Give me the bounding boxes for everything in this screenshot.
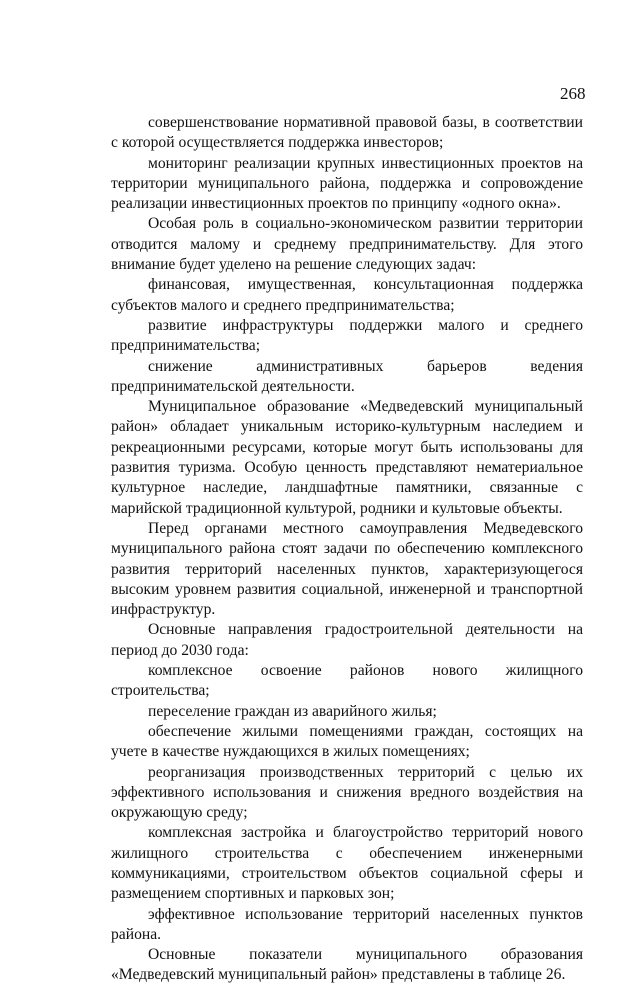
paragraph-8: Перед органами местного самоуправления Медведевского муниципального района стоят задачи по обеспечению комплексного развития территорий населенных пунктов, характеризующегося высоким уровнем развития социальной, инженерной и транспортной инфраструктур.	[111, 519, 583, 619]
body-text	[111, 113, 583, 986]
paragraph-3: Особая роль в социально-экономическом развитии территории отводится малому и среднему предпринимательству. Для этого внимание будет уделено на решение следующих задач:	[111, 215, 583, 274]
page-number: 268	[560, 84, 586, 103]
paragraph-16: Основные показатели муниципального образования «Медведевский муниципальный район» представлены в таблице 26.	[111, 946, 583, 984]
paragraph-2: мониторинг реализации крупных инвестиционных проектов на территории муниципального района, поддержка и сопровождение реализации инвестиционных проектов по принципу «одного окна».	[111, 154, 583, 213]
paragraph-14: комплексная застройка и благоустройство территорий нового жилищного строительства с обеспечением инженерными коммуникациями, строительством объектов социальной сферы и размещением спортивных и парковых зон;	[111, 824, 583, 903]
paragraph-5: развитие инфраструктуры поддержки малого и среднего предпринимательства;	[111, 316, 583, 355]
paragraph-6: снижение административных барьеров ведения предпринимательской деятельности.	[111, 357, 583, 395]
paragraph-7: Муниципальное образование «Медведевский муниципальный район» обладает уникальным историко-культурным наследием и рекреационными ресурсами, которые могут быть использованы для развития туризма. Особую ценность представляют нематериальное культурное наследие, ландшафтные памятники, связанные с марийской традиционной культурой, родники и культовые объекты.	[111, 398, 583, 517]
paragraph-4: финансовая, имущественная, консультационная поддержка субъектов малого и среднего предпринимательства;	[111, 276, 583, 314]
paragraph-1: совершенствование нормативной правовой базы, в соответствии с которой осуществляется поддержка инвесторов;	[111, 114, 583, 152]
paragraph-15: эффективное использование территорий населенных пунктов района.	[111, 905, 583, 943]
paragraph-13: реорганизация производственных территорий с целью их эффективного использования и снижения вредного воздействия на окружающую среду;	[111, 763, 583, 822]
paragraph-9: Основные направления градостроительной деятельности на период до 2030 года:	[111, 621, 583, 659]
paragraph-10: комплексное освоение районов нового жилищного строительства;	[111, 662, 583, 700]
paragraph-12: обеспечение жилыми помещениями граждан, состоящих на учете в качестве нуждающихся в жилых помещениях;	[111, 722, 583, 761]
paragraph-11: переселение граждан из аварийного жилья;	[148, 702, 437, 720]
